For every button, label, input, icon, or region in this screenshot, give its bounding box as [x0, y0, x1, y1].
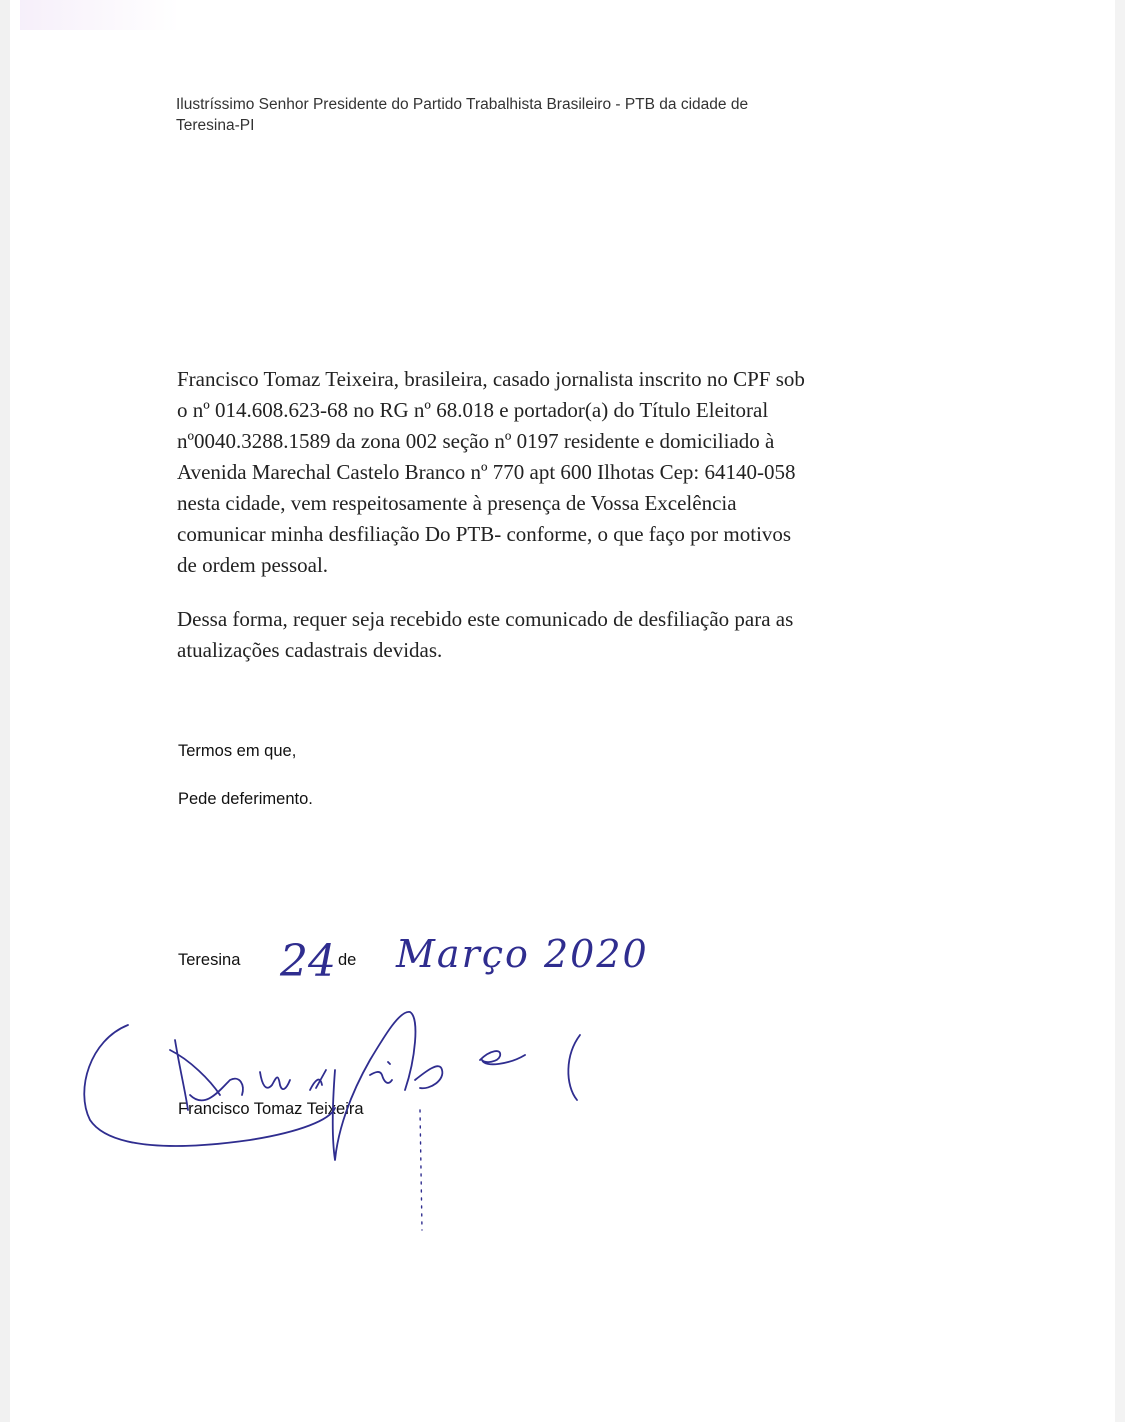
body-line: o nº 014.608.623-68 no RG nº 68.018 e portador(a) do Título Eleitoral: [177, 398, 769, 422]
closing-terms: Termos em que,: [178, 742, 297, 760]
signer-name: Francisco Tomaz Teixeira: [178, 1100, 364, 1118]
handwritten-month-year: Março 2020: [396, 932, 649, 976]
addressee-block: [176, 94, 936, 136]
handwritten-signature: [70, 1000, 630, 1240]
date-place: Teresina: [178, 951, 241, 969]
body-paragraph: [177, 364, 805, 581]
closing-request: Pede deferimento.: [178, 790, 313, 808]
body-line: nº0040.3288.1589 da zona 002 seção nº 0197 residente e domiciliado à: [177, 429, 775, 453]
body-line: Francisco Tomaz Teixeira, brasileira, casado jornalista inscrito no CPF sob: [177, 367, 805, 391]
addressee-line-2: Teresina-PI: [176, 117, 255, 134]
request-line: Dessa forma, requer seja recebido este comunicado de desfiliação para as: [177, 607, 794, 631]
body-line: nesta cidade, vem respeitosamente à presença de Vossa Excelência: [177, 491, 737, 515]
body-line: Avenida Marechal Castelo Branco nº 770 apt 600 Ilhotas Cep: 64140-058: [177, 460, 796, 484]
corner-tint: [20, 0, 180, 30]
page-edge-right: [1115, 0, 1125, 1422]
body-line: de ordem pessoal.: [177, 553, 329, 577]
request-paragraph: [177, 604, 793, 666]
date-connector: de: [338, 951, 357, 969]
page-edge-left: [0, 0, 10, 1422]
request-line: atualizações cadastrais devidas.: [177, 638, 443, 662]
addressee-line-1: Ilustríssimo Senhor Presidente do Partido Trabalhista Brasileiro - PTB da cidade de: [176, 96, 749, 113]
body-line: comunicar minha desfiliação Do PTB- conforme, o que faço por motivos: [177, 522, 792, 546]
handwritten-day: 24: [280, 936, 336, 987]
